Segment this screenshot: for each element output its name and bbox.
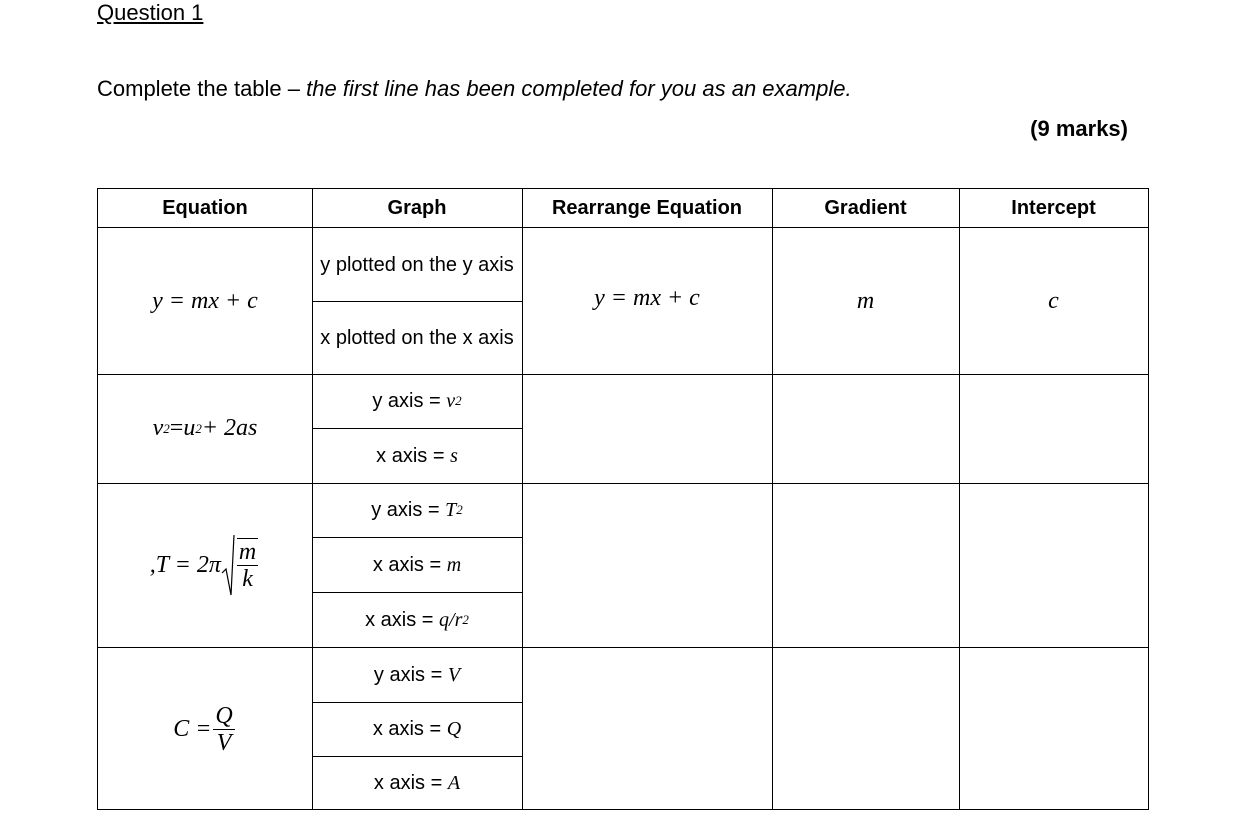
row3-graph-x1-var: m [446, 553, 462, 576]
instruction-text [97, 76, 852, 102]
header-rearrange: Rearrange Equation [522, 189, 772, 228]
row2-graph-x [312, 428, 522, 483]
header-gradient: Gradient [772, 189, 959, 228]
row1-rearranged: y = mx + c [594, 284, 700, 311]
row4-eq-numerator: Q [215, 702, 233, 729]
row3-graph-y [312, 483, 522, 537]
row2-graph-y-var: v [446, 390, 456, 412]
row2-eq-v: v [152, 415, 164, 441]
row3-graph-x2-var: q/r [439, 608, 463, 631]
row3-eq-numerator: m [238, 539, 257, 565]
row1-equation: y = mx + c [152, 287, 258, 314]
row2-eq-u: u [183, 415, 196, 441]
row3-graph-x1-label: x axis = [372, 553, 442, 576]
row4-graph-y-label: y axis = [373, 663, 443, 686]
row2-graph-x-var: s [450, 444, 458, 467]
physics-table [97, 188, 1149, 810]
row4-graph-x1-var: Q [446, 718, 462, 740]
row3-graph-x2-exp: 2 [462, 611, 469, 627]
row4-eq-denominator: V [216, 729, 232, 756]
row4-graph-x2-label: x axis = [373, 772, 443, 794]
row1-intercept: c [1048, 287, 1059, 314]
instruction-italic: the first line has been completed for you as an example. [306, 76, 852, 101]
row3-graph-y-label: y axis = [371, 499, 440, 521]
row3-eq-denominator: k [242, 566, 253, 592]
row4-graph-y [312, 647, 522, 702]
row1-graph-y: y plotted on the y axis [320, 253, 514, 276]
row4-graph-y-var: V [447, 663, 461, 686]
row3-graph-x1 [312, 537, 522, 592]
marks-label: (9 marks) [1030, 116, 1128, 141]
instruction-lead: Complete the table – [97, 76, 307, 101]
row2-graph-y-exp: 2 [455, 393, 462, 408]
header-intercept: Intercept [959, 189, 1148, 228]
row2-eq-v-exp: 2 [163, 420, 170, 436]
radical-icon [221, 533, 235, 597]
row3-graph-y-exp: 2 [456, 502, 463, 517]
row3-eq-prefix: ,T = 2π [149, 551, 221, 578]
row2-equation [98, 374, 312, 483]
header-equation: Equation [98, 189, 312, 228]
row2-graph-x-label: x axis = [376, 444, 445, 467]
row4-equation [98, 647, 312, 811]
row3-graph-y-var: T [445, 499, 457, 521]
row2-graph-y-label: y axis = [372, 390, 441, 412]
row3-graph-x2-label: x axis = [365, 608, 434, 631]
row2-eq-rest: + 2as [201, 415, 258, 441]
header-graph: Graph [312, 189, 522, 228]
question-title: Question 1 [97, 0, 204, 25]
row4-graph-x2 [312, 756, 522, 810]
row4-eq-fraction [213, 703, 234, 756]
row2-eq-u-exp: 2 [195, 420, 202, 436]
row1-gradient: m [856, 287, 875, 314]
row4-graph-x2-var: A [447, 772, 461, 794]
row2-eq-equals: = [169, 415, 184, 441]
row3-equation [98, 483, 312, 647]
sqrt-symbol [221, 533, 260, 597]
row4-eq-prefix: C = [173, 715, 212, 742]
row1-graph-x: x plotted on the x axis [320, 326, 514, 349]
row2-graph-y [312, 374, 522, 428]
row3-graph-x2 [312, 592, 522, 647]
row4-graph-x1-label: x axis = [372, 718, 442, 740]
row3-eq-fraction [237, 538, 258, 592]
row4-graph-x1 [312, 702, 522, 756]
